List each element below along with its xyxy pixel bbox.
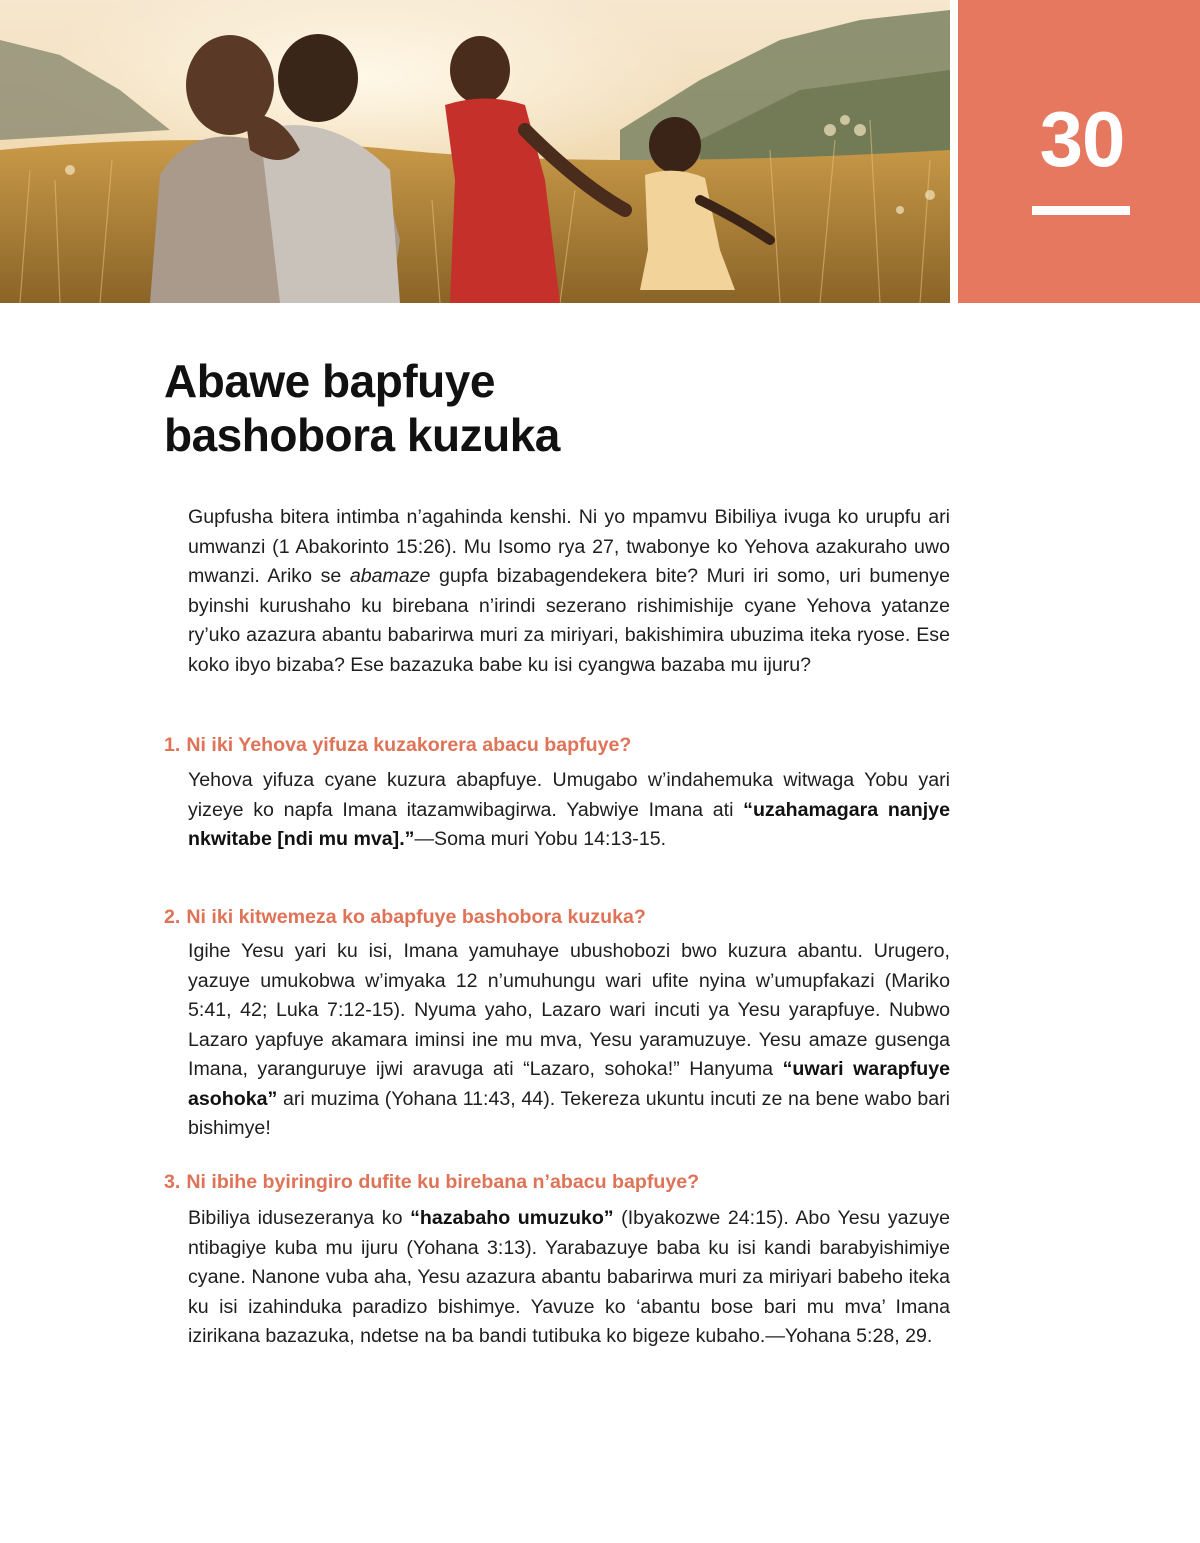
question-text: Ni iki Yehova yifuza kuzakorera abacu bapfuye? xyxy=(186,734,632,756)
answer-quote: “hazabaho umuzuko” xyxy=(410,1207,614,1229)
title-line-1: Abawe bapfuye xyxy=(164,355,495,407)
question-3 xyxy=(164,1168,954,1196)
lesson-number-box xyxy=(958,0,1200,303)
lesson-number: 30 xyxy=(1039,95,1125,183)
question-1 xyxy=(164,731,954,759)
question-2 xyxy=(164,903,954,931)
title-line-2: bashobora kuzuka xyxy=(164,409,560,461)
page-title xyxy=(164,354,864,462)
answer-text: Bibiliya idusezeranya ko xyxy=(188,1207,411,1229)
family-meadow-illustration xyxy=(0,0,950,303)
question-text: Ni iki kitwemeza ko abapfuye bashobora kuzuka? xyxy=(186,906,646,928)
intro-text-2: gupfa bizabagendekera bite? Muri iri somo, uri bumenye byinshi kurushaho ku birebana n’irindi sezerano rishimishije cyane Yehova yatanze ry’uko azazura abantu babarirwa muri za miriyari, bakishimira ubuzima iteka ryose. Ese koko ibyo bizaba? Ese bazazuka babe ku isi cyangwa bazaba mu ijuru? xyxy=(188,565,950,676)
question-number: 1. xyxy=(164,734,181,756)
answer-quote: “uzahamagara nanjye nkwitabe [ndi mu mva].” xyxy=(188,798,950,850)
intro-text-1: Gupfusha bitera intimba n’agahinda kenshi. Ni yo mpamvu Bibiliya ivuga ko urupfu ari umwanzi (1 Abakorinto 15:26). Mu Isomo rya 27, twabonye ko Yehova azakuraho uwo mwanzi. Ariko se xyxy=(188,506,950,587)
intro-emphasis: abamaze xyxy=(349,565,431,587)
intro-paragraph xyxy=(188,503,950,680)
header-photo xyxy=(0,0,950,303)
answer-text: Igihe Yesu yari ku isi, Imana yamuhaye ubushobozi bwo kuzura abantu. Urugero, yazuye umukobwa w’imyaka 12 n’umuhungu wari ufite nyina w’umupfakazi (Mariko 5:41, 42; Luka 7:12-15). Nyuma yaho, Lazaro wari incuti ya Yesu yarapfuye. Nubwo Lazaro yapfuye akamara iminsi ine mu mva, Yesu yaramuzuye. Yesu amaze gusenga Imana, yaranguruye ijwi aravuga ati “Lazaro, sohoka!” Hanyuma xyxy=(188,940,950,1080)
lesson-underline xyxy=(1032,206,1130,215)
answer-text: —Soma muri Yobu 14:13-15. xyxy=(414,828,667,850)
question-number: 2. xyxy=(164,906,181,928)
answer-quote: “uwari warapfuye asohoka” xyxy=(188,1058,950,1110)
answer-1 xyxy=(188,766,950,855)
answer-text: Yehova yifuza cyane kuzura abapfuye. Umugabo w’indahemuka witwaga Yobu yari yizeye ko napfa Imana itazamwibagirwa. Yabwiye Imana ati xyxy=(188,769,950,821)
answer-text: (Ibyakozwe 24:15). Abo Yesu yazuye ntibagiye kuba mu ijuru (Yohana 3:13). Yarabazuye baba ku isi kandi barabyishimiye cyane. Nanone vuba aha, Yesu azazura abantu babarirwa muri za miriyari babeho iteka ku isi izahinduka paradizo bishimye. Yavuze ko ‘abantu bose bari mu mva’ Imana izirikana bazazuka, ndetse na ba bandi tutibuka ko bigeze kubaho.—Yohana 5:28, 29. xyxy=(188,1207,950,1347)
question-number: 3. xyxy=(164,1171,181,1193)
question-text: Ni ibihe byiringiro dufite ku birebana n’abacu bapfuye? xyxy=(186,1171,700,1193)
answer-3 xyxy=(188,1204,950,1352)
answer-2 xyxy=(188,937,950,1144)
answer-text: ari muzima (Yohana 11:43, 44). Tekereza ukuntu incuti ze na bene wabo bari bishimye! xyxy=(188,1087,950,1139)
